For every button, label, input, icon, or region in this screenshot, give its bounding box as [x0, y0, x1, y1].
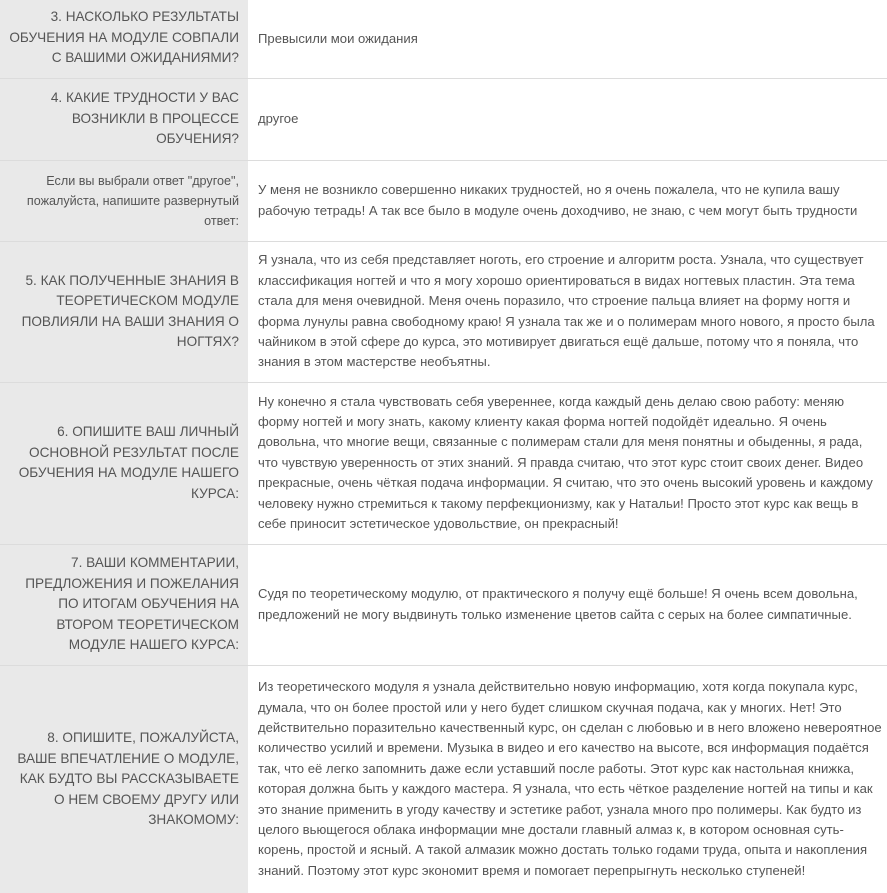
table-row [0, 0, 887, 78]
question-cell: 6. ОПИШИТЕ ВАШ ЛИЧНЫЙ ОСНОВНОЙ РЕЗУЛЬТАТ ПОСЛЕ ОБУЧЕНИЯ НА МОДУЛЕ НАШЕГО КУРСА: [0, 382, 248, 544]
answer-cell: другое [248, 78, 887, 160]
table-row [0, 241, 887, 382]
question-cell: 4. КАКИЕ ТРУДНОСТИ У ВАС ВОЗНИКЛИ В ПРОЦЕССЕ ОБУЧЕНИЯ? [0, 78, 248, 160]
question-cell: 8. ОПИШИТЕ, ПОЖАЛУЙСТА, ВАШЕ ВПЕЧАТЛЕНИЕ О МОДУЛЕ, КАК БУДТО ВЫ РАССКАЗЫВАЕТЕ О НЕМ СВОЕМУ ДРУГУ ИЛИ ЗНАКОМОМУ: [0, 665, 248, 893]
answer-cell: У меня не возникло совершенно никаких трудностей, но я очень пожалела, что не купила вашу рабочую тетрадь! А так все было в модуле очень доходчиво, не знаю, с чем могут быть трудности [248, 160, 887, 241]
question-cell: 7. ВАШИ КОММЕНТАРИИ, ПРЕДЛОЖЕНИЯ И ПОЖЕЛАНИЯ ПО ИТОГАМ ОБУЧЕНИЯ НА ВТОРОМ ТЕОРЕТИЧЕСКОМ МОДУЛЕ НАШЕГО КУРСА: [0, 544, 248, 665]
answer-cell: Я узнала, что из себя представляет ноготь, его строение и алгоритм роста. Узнала, что существует классификация ногтей и что я могу хорошо ориентироваться в видах ногтевых пластин. Эта тема стала для меня очевидной. Меня очень поразило, что строение пальца влияет на форму ногтя и форма лунулы равна свободному краю! Я узнала так же и о полимерам много нового, я просто была чайником в этой сфере до курса, это мотивирует двигаться ещё дальше, потому что я поняла, что знания в этом мастерстве необъятны. [248, 241, 887, 382]
question-cell: 5. КАК ПОЛУЧЕННЫЕ ЗНАНИЯ В ТЕОРЕТИЧЕСКОМ МОДУЛЕ ПОВЛИЯЛИ НА ВАШИ ЗНАНИЯ О НОГТЯХ? [0, 241, 248, 382]
table-row [0, 382, 887, 544]
table-row [0, 544, 887, 665]
question-cell: 3. НАСКОЛЬКО РЕЗУЛЬТАТЫ ОБУЧЕНИЯ НА МОДУЛЕ СОВПАЛИ С ВАШИМИ ОЖИДАНИЯМИ? [0, 0, 248, 78]
question-cell: Если вы выбрали ответ "другое", пожалуйста, напишите развернутый ответ: [0, 160, 248, 241]
table-row [0, 665, 887, 893]
answer-cell: Ну конечно я стала чувствовать себя увереннее, когда каждый день делаю свою работу: меняю форму ногтей и могу знать, какому клиенту какая форма ногтей подойдёт идеально. Я очень довольна, что многие вещи, связанные с полимерам стали для меня понятны и обыденны, я рада, что чувствую уверенность от этих знаний. Я правда считаю, что этот курс стоит своих денег. Видео прекрасные, очень чёткая подача информации. Я считаю, что это очень высокий уровень и каждому человеку нужно стремиться к такому перфекционизму, как у Натальи! Просто этот курс как вещь в себе приносит эстетическое удовольствие, он прекрасный! [248, 382, 887, 544]
answer-cell: Превысили мои ожидания [248, 0, 887, 78]
answer-cell: Судя по теоретическому модулю, от практического я получу ещё больше! Я очень всем довольна, предложений не могу выдвинуть только изменение цветов сайта с серых на более симпатичные. [248, 544, 887, 665]
table-row [0, 160, 887, 241]
table-row [0, 78, 887, 160]
answer-cell: Из теоретического модуля я узнала действительно новую информацию, хотя когда покупала курс, думала, что он более простой или у него будет слишком скучная подача, как у многих. Нет! Это действительно поразительно качественный курс, он сделан с любовью и в него вложено невероятное количество усилий и времени. Музыка в видео и его качество на высоте, вся информация подаётся так, что её легко запомнить даже если уставший после работы. Этот курс как настольная книжка, которая должна быть у каждого мастера. Я узнала, что есть чёткое разделение ногтей на типы и как это знание применить в угоду качеству и эстетике работ, узнала много про полимеры. Как будто из целого вьющегося облака информации мне достали главный алмаз к, в котором основная суть-корень, простой и ясный. А такой алмазик можно достать только годами труда, опыта и накопления знаний. Поэтому этот курс экономит время и помогает перепрыгнуть несколько ступеней! [248, 665, 887, 893]
